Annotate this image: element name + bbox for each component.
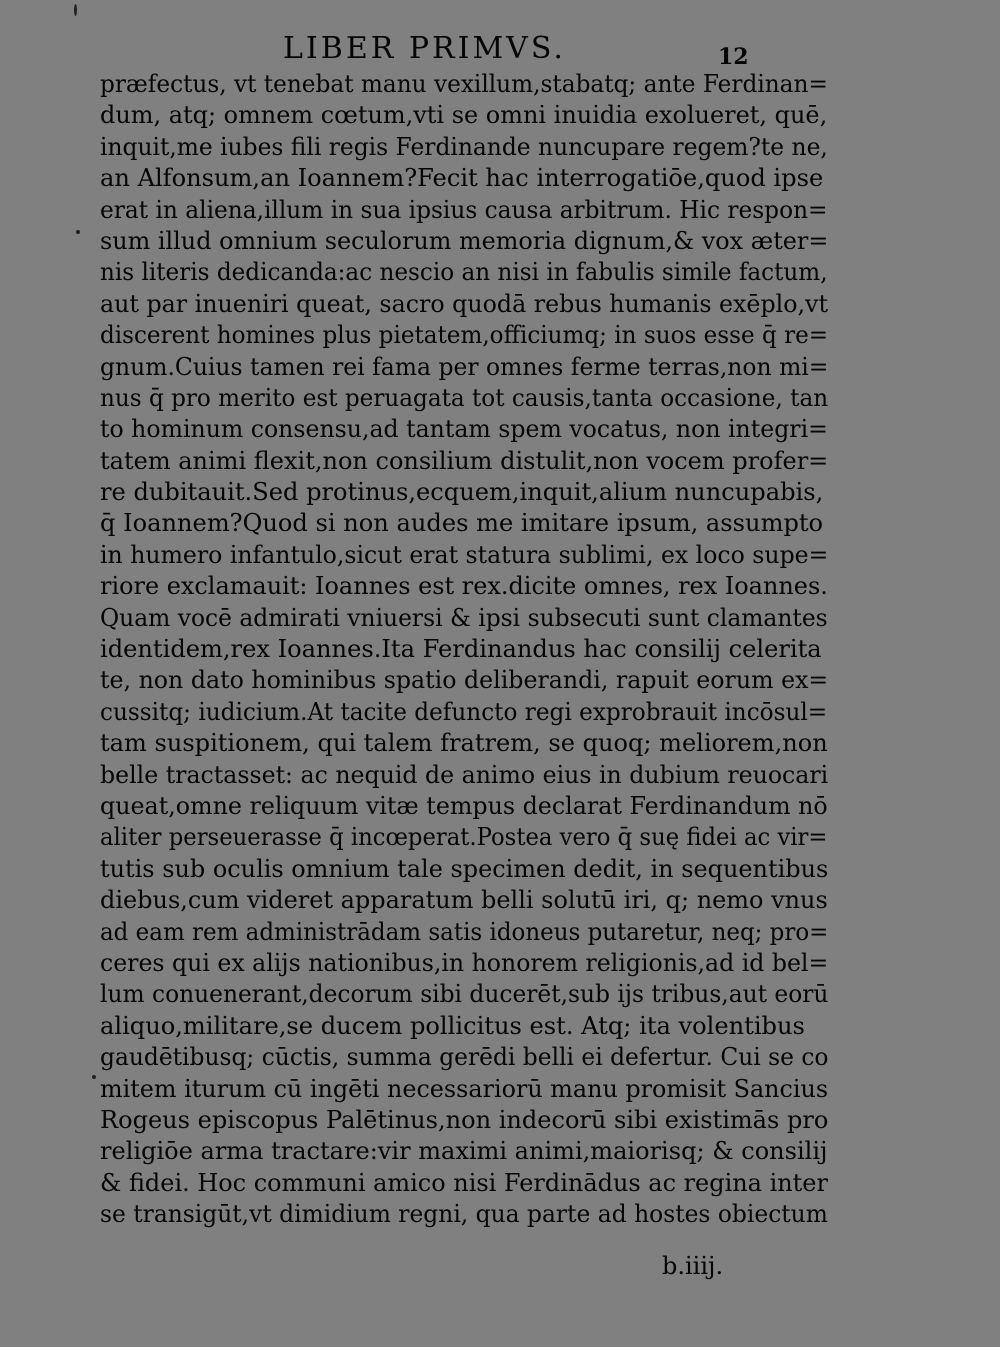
text-line: queat,omne reliquum vitæ tempus declarat Ferdinandum nō (100, 790, 828, 820)
text-line: tam suspitionem, qui talem fratrem, se quoq; meliorem,non (100, 728, 828, 758)
text-line: belle tractasset: ac nequid de animo eius in dubium reuocari (100, 759, 829, 789)
text-line: tatem animi flexit,non consilium distulit,non vocem profer= (100, 445, 829, 475)
text-line: gnum.Cuius tamen rei fama per omnes ferme terras,non mi= (100, 351, 829, 381)
text-line: mitem iturum cū ingēti necessariorū manu promisit Sancius (100, 1073, 829, 1103)
page-number: 12 (718, 44, 749, 70)
text-line: dum, atq; omnem cœtum,vti se omni inuidia exolueret, quē, (100, 100, 828, 130)
text-line: ad eam rem administrādam satis idoneus putaretur, neq; pro= (100, 916, 829, 946)
margin-speck (92, 1075, 96, 1079)
text-line: gaudētibusq; cūctis, summa gerēdi belli ei defertur. Cui se co (100, 1042, 829, 1072)
text-line: tutis sub oculis omnium tale specimen dedit, in sequentibus (100, 853, 829, 883)
text-line: & fidei. Hoc communi amico nisi Ferdinādus ac regina inter (100, 1167, 828, 1197)
text-line: diebus,cum videret apparatum belli solutū iri, q; nemo vnus (100, 885, 828, 915)
text-line: præfectus, vt tenebat manu vexillum,stabatq; ante Ferdinan= (100, 69, 828, 98)
text-line: an Alfonsum,an Ioannem?Fecit hac interrogatiōe,quod ipse (100, 163, 824, 193)
text-line: aut par inueniri queat, sacro quodā rebus humanis exēplo,vt (100, 288, 828, 318)
text-line: religiōe arma tractare:vir maximi animi,maiorisq; & consilij (100, 1136, 828, 1166)
text-line: Rogeus episcopus Palētinus,non indecorū sibi existimās pro (100, 1104, 829, 1134)
text-line: aliter perseuerasse q̄ incœperat.Postea vero q̄ suę fidei ac vir= (100, 822, 828, 852)
text-line: lum conuenerant,decorum sibi ducerēt,sub ijs tribus,aut eorū (100, 979, 829, 1009)
text-line: nus q̄ pro merito est peruagata tot causis,tanta occasione, tan (100, 382, 829, 412)
text-line: Quam vocē admirati vniuersi & ipsi subsecuti sunt clamantes (100, 602, 828, 632)
text-line: in humero infantulo,sicut erat statura sublimi, ex loco supe= (100, 539, 829, 569)
text-line: q̄ Ioannem?Quod si non audes me imitare ipsum, assumpto (100, 508, 824, 538)
text-line: sum illud omnium seculorum memoria dignum,& vox æter= (100, 225, 829, 255)
margin-speck (76, 230, 80, 234)
margin-speck (74, 4, 77, 16)
text-line: inquit,me iubes fili regis Ferdinande nuncupare regem?te ne, (100, 131, 828, 161)
text-line: erat in aliena,illum in sua ipsius causa arbitrum. Hic respon= (100, 194, 828, 224)
text-line: identidem,rex Ioannes.Ita Ferdinandus hac consilij celerita (100, 634, 822, 664)
running-head: LIBER PRIMVS. (283, 31, 566, 66)
text-line: se transigūt,vt dimidium regni, qua parte ad hostes obiectum (100, 1199, 828, 1229)
text-line: cussitq; iudicium.At tacite defuncto regi exprobrauit incōsul= (100, 696, 828, 726)
text-line: re dubitauit.Sed protinus,ecquem,inquit,alium nuncupabis, (100, 477, 824, 507)
body-text (100, 68, 840, 1229)
signature-mark: b.iiij. (662, 1252, 724, 1280)
text-line: riore exclamauit: Ioannes est rex.dicite omnes, rex Ioannes. (100, 571, 828, 601)
text-line: te, non dato hominibus spatio deliberandi, rapuit eorum ex= (100, 665, 829, 695)
text-line: ceres qui ex alijs nationibus,in honorem religionis,ad id bel= (100, 947, 829, 977)
text-line: to hominum consensu,ad tantam spem vocatus, non integri= (100, 414, 828, 444)
text-line: nis literis dedicanda:ac nescio an nisi in fabulis simile factum, (100, 257, 828, 287)
text-line: aliquo,militare,se ducem pollicitus est. Atq; ita volentibus (100, 1010, 805, 1040)
text-line: discerent homines plus pietatem,officiumq; in suos esse q̄ re= (100, 320, 829, 350)
